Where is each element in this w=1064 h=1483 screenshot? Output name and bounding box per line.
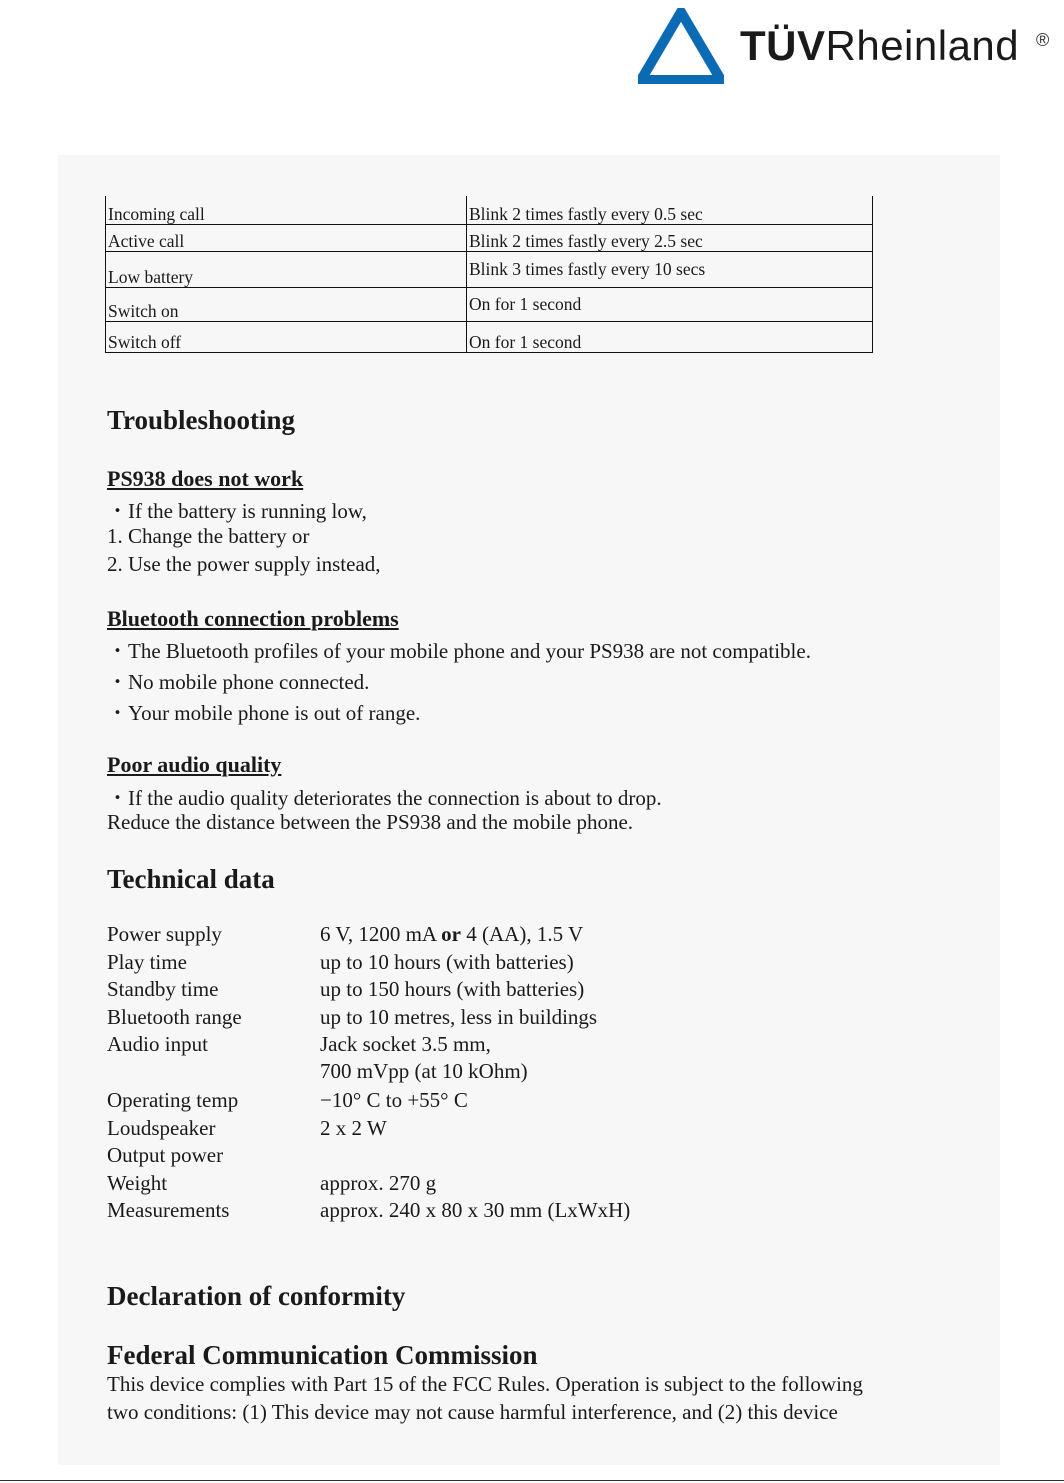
spec-key: Weight bbox=[107, 1170, 168, 1195]
section-title: PS938 does not work bbox=[107, 466, 304, 491]
technical-data-heading: Technical data bbox=[107, 864, 275, 894]
table-cell-state: Incoming call bbox=[106, 196, 467, 224]
table-cell-state: Switch off bbox=[106, 321, 467, 352]
table-cell-indication: Blink 2 times fastly every 2.5 sec bbox=[467, 224, 873, 251]
spec-key: Loudspeaker bbox=[107, 1115, 216, 1140]
table-cell-indication: On for 1 second bbox=[467, 287, 873, 321]
spec-key: Standby time bbox=[107, 977, 219, 1001]
logo-wordmark: TÜVRheinland bbox=[740, 22, 1020, 69]
table-cell-indication: Blink 2 times fastly every 0.5 sec bbox=[467, 196, 873, 224]
spec-value: 700 mVpp (at 10 kOhm) bbox=[320, 1059, 528, 1083]
section-title: Bluetooth connection problems bbox=[107, 606, 399, 631]
text-line: ・If the audio quality deteriorates the connection is about to drop. bbox=[107, 786, 662, 810]
triangle-logo-icon bbox=[638, 8, 724, 84]
text-line: ・Your mobile phone is out of range. bbox=[107, 701, 421, 725]
spec-key: Play time bbox=[107, 949, 187, 974]
table-cell-indication: Blink 3 times fastly every 10 secs bbox=[467, 251, 873, 287]
text-line: ・No mobile phone connected. bbox=[107, 670, 370, 694]
led-indicator-table bbox=[105, 196, 873, 353]
spec-value: up to 150 hours (with batteries) bbox=[320, 977, 585, 1001]
declaration-heading: Declaration of conformity bbox=[107, 1281, 406, 1311]
spec-value: 2 x 2 W bbox=[320, 1115, 387, 1140]
spec-value: 6 V, 1200 mA or 4 (AA), 1.5 V bbox=[320, 922, 584, 946]
fcc-heading: Federal Communication Commission bbox=[107, 1340, 538, 1370]
spec-key: Measurements bbox=[107, 1198, 230, 1222]
spec-value: up to 10 metres, less in buildings bbox=[320, 1004, 598, 1029]
text-line: Reduce the distance between the PS938 and the mobile phone. bbox=[107, 810, 634, 834]
table-cell-indication: On for 1 second bbox=[467, 321, 873, 352]
spec-value: Jack socket 3.5 mm, bbox=[320, 1032, 491, 1056]
table-row bbox=[106, 251, 873, 287]
spec-value: −10° C to +55° C bbox=[320, 1088, 468, 1112]
spec-key: Output power bbox=[107, 1143, 224, 1167]
table-cell-state: Active call bbox=[106, 224, 467, 251]
text-line: ・If the battery is running low, bbox=[107, 499, 367, 523]
spec-value: approx. 240 x 80 x 30 mm (LxWxH) bbox=[320, 1198, 631, 1222]
spec-key: Operating temp bbox=[107, 1088, 239, 1112]
section-title: Poor audio quality bbox=[107, 752, 282, 777]
spec-key: Audio input bbox=[107, 1032, 208, 1056]
page-bottom-rule bbox=[0, 1480, 1064, 1481]
troubleshooting-heading: Troubleshooting bbox=[107, 405, 296, 435]
registered-mark: ® bbox=[1036, 30, 1050, 50]
table-row bbox=[106, 224, 873, 251]
text-line: two conditions: (1) This device may not cause harmful interference, and (2) this device bbox=[107, 1400, 838, 1424]
table-row bbox=[106, 287, 873, 321]
spec-key: Power supply bbox=[107, 922, 222, 946]
table-row bbox=[106, 196, 873, 224]
text-line: 2. Use the power supply instead, bbox=[107, 552, 381, 576]
tuv-rheinland-logo bbox=[638, 8, 1058, 84]
spec-key: Bluetooth range bbox=[107, 1004, 242, 1029]
text-line: 1. Change the battery or bbox=[107, 524, 310, 548]
text-line: This device complies with Part 15 of the FCC Rules. Operation is subject to the following bbox=[107, 1372, 863, 1396]
text-line: ・The Bluetooth profiles of your mobile phone and your PS938 are not compatible. bbox=[107, 639, 811, 663]
spec-value: up to 10 hours (with batteries) bbox=[320, 949, 574, 974]
table-cell-state: Switch on bbox=[106, 287, 467, 321]
table-cell-state: Low battery bbox=[106, 251, 467, 287]
spec-value: approx. 270 g bbox=[320, 1170, 437, 1195]
table-row bbox=[106, 321, 873, 352]
